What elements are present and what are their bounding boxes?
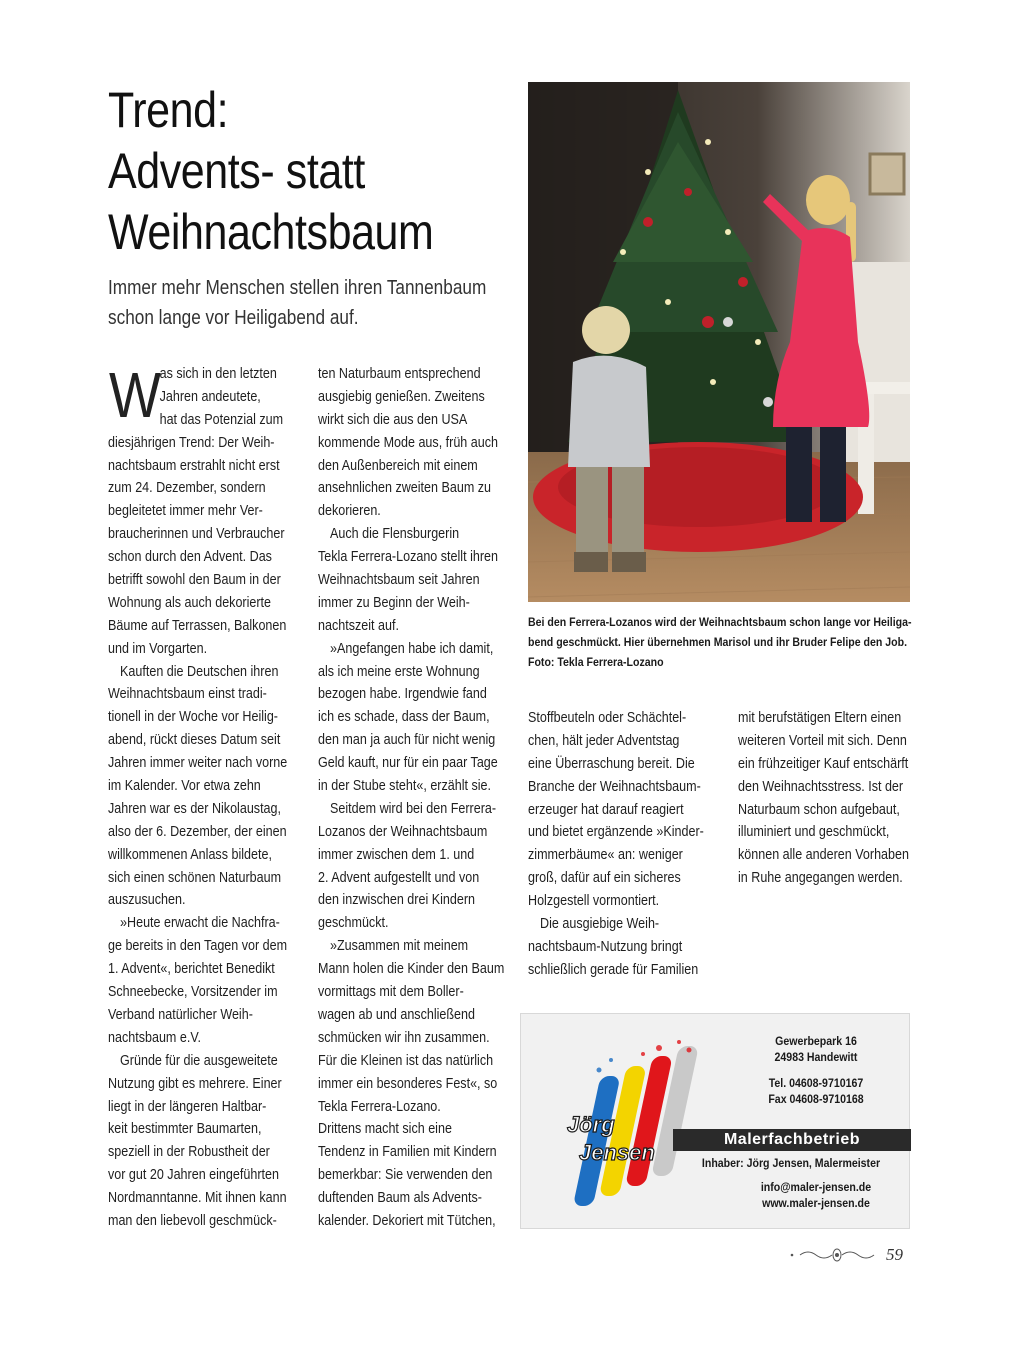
text-line: betrifft sowohl den Baum in der <box>108 572 281 589</box>
photo-caption <box>528 612 912 672</box>
ad-owner: Inhaber: Jörg Jensen, Malermeister <box>701 1158 881 1170</box>
subtitle-line: Immer mehr Menschen stellen ihren Tannenbaum <box>108 277 487 299</box>
text-line: illuminiert und geschmückt, <box>738 824 890 841</box>
text-line: Tekla Ferrera-Lozano stellt ihren <box>318 549 498 566</box>
text-line: Die ausgiebige Weih- <box>540 916 660 933</box>
photo-illustration <box>528 82 910 602</box>
text-column-4 <box>738 707 910 890</box>
text-line: also der 6. Dezember, der einen <box>108 823 287 840</box>
text-line: den man ja auch für nicht wenig <box>318 732 496 749</box>
text-line: ein frühzeitiger Kauf entschärft <box>738 755 909 772</box>
text-line: Branche der Weihnachtsbaum- <box>528 778 701 795</box>
text-line: den Weihnachtsstress. Ist der <box>738 778 904 795</box>
text-line: man den liebevoll geschmück- <box>108 1212 277 1229</box>
text-line: und bietet ergänzende »Kinder- <box>528 824 704 841</box>
ad-city: 24983 Handewitt <box>774 1052 858 1064</box>
text-line: auszusuchen. <box>108 892 186 909</box>
text-line: schließlich gerade für Familien <box>528 961 699 978</box>
caption-line: bend geschmückt. Hier übernehmen Marisol und ihr Bruder Felipe den Job. <box>528 635 908 649</box>
page-ornament-icon <box>790 1246 880 1264</box>
text-line: bemerkbar: Sie verwenden den <box>318 1167 493 1184</box>
text-line: wagen ab und anschließend <box>318 1006 476 1023</box>
text-line: Jahren immer weiter nach vorne <box>108 755 288 772</box>
text-line: »Zusammen mit meinem <box>330 938 469 955</box>
text-line: duftenden Baum als Advents- <box>318 1190 482 1207</box>
text-line: Lozanos der Weihnachtsbaum <box>318 823 488 840</box>
text-line: ausgiebig genießen. Zweitens <box>318 388 485 405</box>
text-line: nachtsbaum erstrahlt nicht erst <box>108 457 280 474</box>
text-line: Tendenz in Familien mit Kindern <box>318 1144 497 1161</box>
text-line: 2. Advent aufgestellt und von <box>318 869 480 886</box>
text-line: kalender. Dekoriert mit Tütchen, <box>318 1212 496 1229</box>
text-line: speziell in der Robustheit der <box>108 1144 270 1161</box>
text-line: tionell in der Woche vor Heilig- <box>108 709 278 726</box>
text-line: weiteren Vorteil mit sich. Denn <box>738 732 907 749</box>
text-line: immer ein besonderes Fest«, so <box>318 1075 498 1092</box>
text-line: »Heute erwacht die Nachfra- <box>120 915 280 932</box>
text-line: Auch die Flensburgerin <box>330 526 460 543</box>
text-line: keit bestimmter Baumarten, <box>108 1121 262 1138</box>
text-line: nachtsbaum e.V. <box>108 1029 202 1046</box>
article-headline <box>108 80 452 263</box>
text-line: wirkt sich die aus den USA <box>318 411 468 428</box>
headline-line: Advents- statt <box>108 143 365 199</box>
article-subtitle <box>108 273 512 333</box>
subtitle-line: schon lange vor Heiligabend auf. <box>108 307 359 329</box>
text-line: Nutzung gibt es mehrere. Einer <box>108 1075 282 1092</box>
text-column-1 <box>108 359 288 1233</box>
ad-website[interactable]: www.maler-jensen.de <box>762 1198 870 1210</box>
text-line: zum 24. Dezember, sondern <box>108 480 266 497</box>
text-line: Geld kauft, nur für ein paar Tage <box>318 755 498 772</box>
text-line: Weihnachtsbaum seit Jahren <box>318 572 480 589</box>
text-line: den inzwischen drei Kindern <box>318 892 475 909</box>
text-line: chen, hält jeder Adventstag <box>528 732 680 749</box>
text-line: willkommenen Anlass bildete, <box>108 846 272 863</box>
caption-line: Foto: Tekla Ferrera-Lozano <box>528 655 664 669</box>
text-line: Für die Kleinen ist das natürlich <box>318 1052 494 1069</box>
text-line: ich es schade, dass der Baum, <box>318 709 490 726</box>
text-line: erzeuger hat darauf reagiert <box>528 801 684 818</box>
text-line: können alle anderen Vorhaben <box>738 847 909 864</box>
text-line: vormittags mit dem Boller- <box>318 984 464 1001</box>
logo-first-name: Jörg <box>567 1112 615 1137</box>
text-line: in Ruhe angegangen werden. <box>738 870 903 887</box>
ad-email[interactable]: info@maler-jensen.de <box>760 1182 872 1194</box>
text-line: groß, dafür auf ein sicheres <box>528 870 681 887</box>
text-column-3 <box>528 707 704 982</box>
page-number: 59 <box>886 1245 903 1264</box>
logo-last-name: Jensen <box>579 1140 655 1165</box>
text-line: dekorieren. <box>318 503 381 520</box>
text-line: Gründe für die ausgeweitete <box>120 1052 278 1069</box>
text-line: Holzgestell vormontiert. <box>528 893 660 910</box>
christmas-tree-photo <box>528 82 910 602</box>
text-line: as sich in den letzten <box>159 366 277 382</box>
text-line: schon durch den Advent. Das <box>108 549 272 566</box>
text-line: Kauften die Deutschen ihren <box>120 663 279 680</box>
text-line: begleitetet immer mehr Ver- <box>108 503 263 520</box>
text-line: Bäume auf Terrassen, Balkonen <box>108 617 287 634</box>
text-line: Seitdem wird bei den Ferrera- <box>330 800 497 817</box>
text-line: vor gut 20 Jahren eingeführten <box>108 1167 279 1184</box>
text-line: liegt in der längeren Haltbar- <box>108 1098 267 1115</box>
ad-trade: Malerfachbetrieb <box>723 1131 861 1148</box>
advertisement-maler-jensen[interactable] <box>520 1013 910 1229</box>
text-line: mit berufstätigen Eltern einen <box>738 710 902 726</box>
text-line: nachtszeit auf. <box>318 617 399 634</box>
text-line: Verband natürlicher Weih- <box>108 1006 253 1023</box>
text-line: immer zwischen dem 1. und <box>318 846 475 863</box>
text-line: diesjährigen Trend: Der Weih- <box>108 434 275 451</box>
text-line: abend, rückt dieses Datum seit <box>108 732 281 749</box>
text-line: ansehnlichen zweiten Baum zu <box>318 480 492 497</box>
text-line: geschmückt. <box>318 915 389 932</box>
text-line: Wohnung als auch dekorierte <box>108 594 272 611</box>
ad-phone[interactable]: Tel. 04608-9710167 <box>768 1078 864 1090</box>
text-line: »Angefangen habe ich damit, <box>330 640 494 657</box>
text-line: ge bereits in den Tagen vor dem <box>108 938 288 955</box>
headline-line: Weihnachtsbaum <box>108 204 434 260</box>
text-line: Naturbaum schon aufgebaut, <box>738 801 900 818</box>
text-line: sich einen schönen Naturbaum <box>108 869 282 886</box>
text-line: den Außenbereich mit einem <box>318 457 478 474</box>
text-line: Stoffbeuteln oder Schächtel- <box>528 710 687 726</box>
text-line: Schneebecke, Vorsitzender im <box>108 984 278 1001</box>
text-line: zimmerbäume« an: weniger <box>528 847 683 864</box>
ad-trade-band <box>673 1129 911 1151</box>
text-line: schmücken wir ihn zusammen. <box>318 1029 490 1046</box>
text-line: und im Vorgarten. <box>108 640 208 657</box>
text-line: als ich meine erste Wohnung <box>318 663 480 680</box>
text-line: Nordmanntanne. Mit ihnen kann <box>108 1190 287 1207</box>
text-line: Tekla Ferrera-Lozano. <box>318 1098 441 1115</box>
text-line: braucherinnen und Verbraucher <box>108 526 285 543</box>
text-line: Weihnachtsbaum einst tradi- <box>108 686 267 703</box>
company-logo <box>539 1036 699 1216</box>
ad-street: Gewerbepark 16 <box>775 1036 857 1048</box>
caption-line: Bei den Ferrera-Lozanos wird der Weihnachtsbaum schon lange vor Heiliga- <box>528 615 912 629</box>
text-line: Drittens macht sich eine <box>318 1121 452 1138</box>
text-line: immer zu Beginn der Weih- <box>318 594 470 611</box>
text-line: bezogen habe. Irgendwie fand <box>318 686 487 703</box>
text-line: kommende Mode aus, früh auch <box>318 434 498 451</box>
text-line: Jahren andeutete, <box>159 388 261 405</box>
text-line: eine Überraschung bereit. Die <box>528 755 695 772</box>
text-line: im Kalender. Vor etwa zehn <box>108 778 261 795</box>
drop-cap: W <box>109 359 161 431</box>
text-line: hat das Potenzial zum <box>159 411 284 428</box>
text-line: in der Stube steht«, erzählt sie. <box>318 778 492 795</box>
text-column-2 <box>318 363 505 1233</box>
text-line: 1. Advent«, berichtet Benedikt <box>108 961 275 978</box>
headline-line: Trend: <box>108 82 229 138</box>
text-line: Jahren war es der Nikolaustag, <box>108 800 282 817</box>
text-line: ten Naturbaum entsprechend <box>318 366 481 382</box>
ad-fax: Fax 04608-9710168 <box>768 1094 864 1106</box>
text-line: Mann holen die Kinder den Baum <box>318 961 505 978</box>
text-line: nachtsbaum-Nutzung bringt <box>528 938 683 955</box>
